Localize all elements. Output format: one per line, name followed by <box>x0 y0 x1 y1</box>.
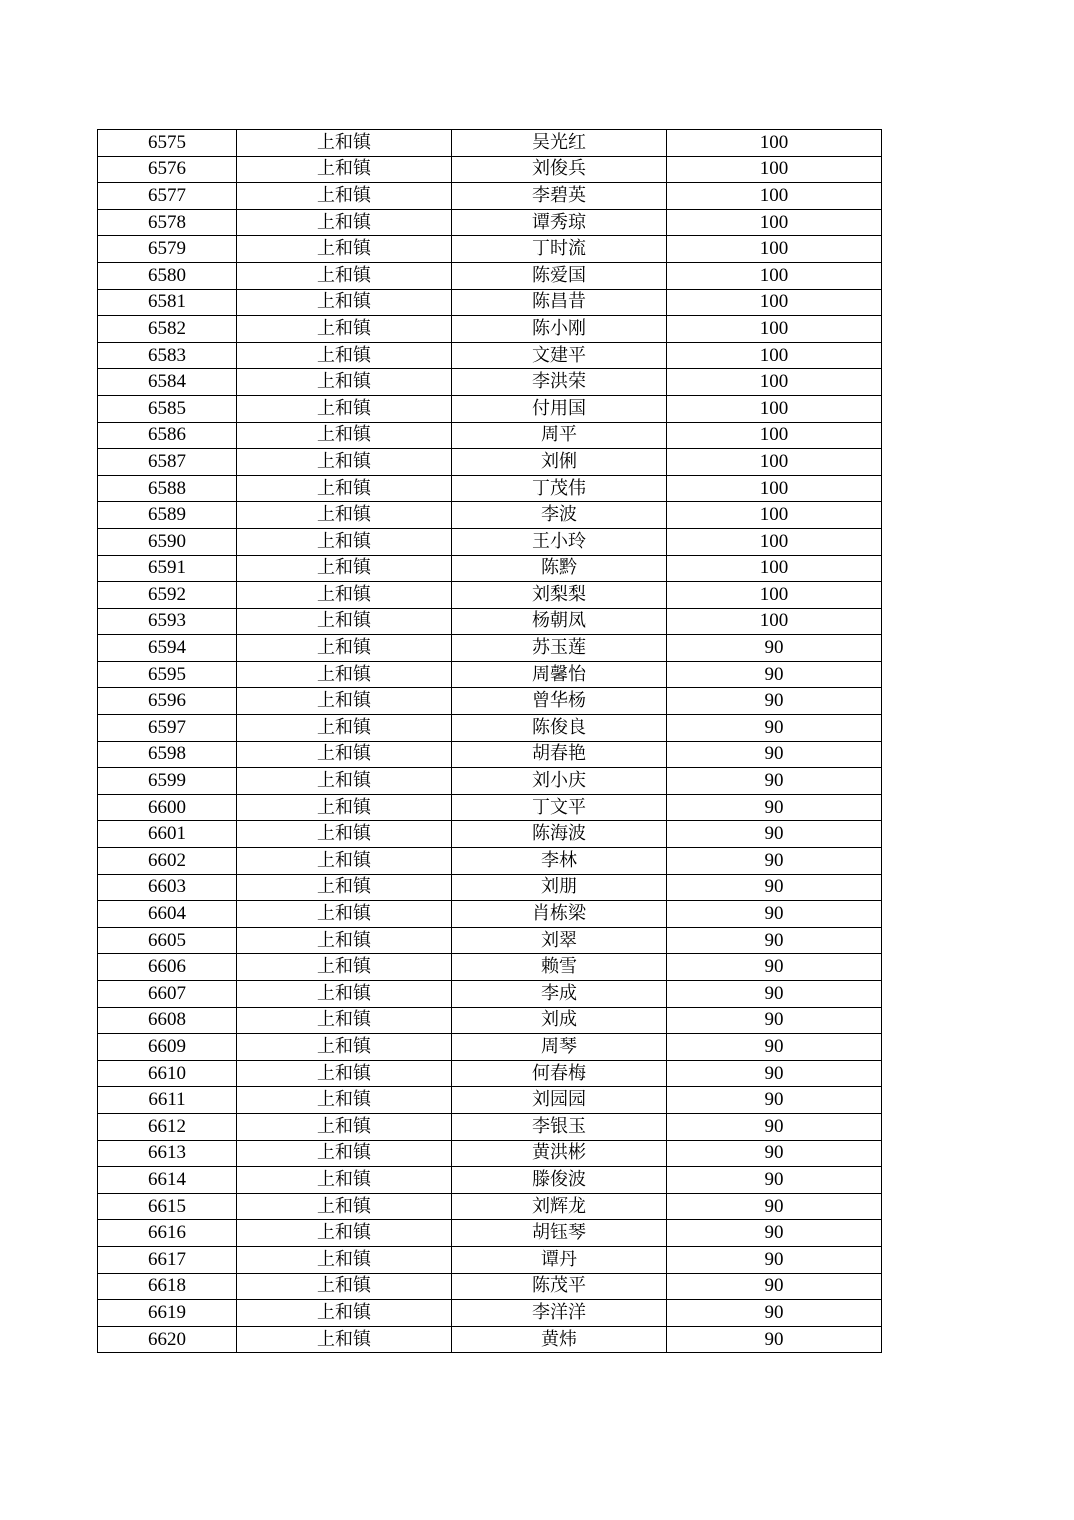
town-cell: 上和镇 <box>237 183 452 210</box>
amount-cell: 90 <box>667 981 882 1008</box>
table-row <box>98 1007 882 1034</box>
amount-cell: 100 <box>667 369 882 396</box>
amount-cell: 100 <box>667 156 882 183</box>
table-row <box>98 528 882 555</box>
table-row <box>98 209 882 236</box>
town-cell: 上和镇 <box>237 582 452 609</box>
roster-table-body <box>98 130 882 1353</box>
table-row <box>98 927 882 954</box>
person-name-cell: 李洋洋 <box>452 1300 667 1327</box>
amount-cell: 100 <box>667 422 882 449</box>
town-cell: 上和镇 <box>237 156 452 183</box>
amount-cell: 100 <box>667 475 882 502</box>
amount-cell: 100 <box>667 130 882 157</box>
amount-cell: 90 <box>667 1326 882 1353</box>
table-row <box>98 183 882 210</box>
person-name-cell: 付用国 <box>452 395 667 422</box>
town-cell: 上和镇 <box>237 1087 452 1114</box>
serial-number-cell: 6602 <box>98 848 237 875</box>
town-cell: 上和镇 <box>237 1113 452 1140</box>
person-name-cell: 刘园园 <box>452 1087 667 1114</box>
town-cell: 上和镇 <box>237 1060 452 1087</box>
serial-number-cell: 6586 <box>98 422 237 449</box>
person-name-cell: 刘梨梨 <box>452 582 667 609</box>
person-name-cell: 周平 <box>452 422 667 449</box>
amount-cell: 90 <box>667 635 882 662</box>
table-row <box>98 395 882 422</box>
serial-number-cell: 6585 <box>98 395 237 422</box>
amount-cell: 100 <box>667 582 882 609</box>
amount-cell: 100 <box>667 555 882 582</box>
amount-cell: 90 <box>667 1220 882 1247</box>
amount-cell: 90 <box>667 794 882 821</box>
serial-number-cell: 6582 <box>98 316 237 343</box>
person-name-cell: 胡春艳 <box>452 741 667 768</box>
table-row <box>98 688 882 715</box>
serial-number-cell: 6617 <box>98 1246 237 1273</box>
town-cell: 上和镇 <box>237 874 452 901</box>
serial-number-cell: 6599 <box>98 768 237 795</box>
serial-number-cell: 6615 <box>98 1193 237 1220</box>
serial-number-cell: 6608 <box>98 1007 237 1034</box>
person-name-cell: 周馨怡 <box>452 661 667 688</box>
amount-cell: 90 <box>667 768 882 795</box>
serial-number-cell: 6577 <box>98 183 237 210</box>
person-name-cell: 刘朋 <box>452 874 667 901</box>
amount-cell: 90 <box>667 901 882 928</box>
serial-number-cell: 6605 <box>98 927 237 954</box>
town-cell: 上和镇 <box>237 555 452 582</box>
table-row <box>98 262 882 289</box>
amount-cell: 90 <box>667 1087 882 1114</box>
person-name-cell: 曾华杨 <box>452 688 667 715</box>
serial-number-cell: 6588 <box>98 475 237 502</box>
amount-cell: 90 <box>667 848 882 875</box>
table-row <box>98 316 882 343</box>
serial-number-cell: 6598 <box>98 741 237 768</box>
serial-number-cell: 6606 <box>98 954 237 981</box>
table-row <box>98 1246 882 1273</box>
town-cell: 上和镇 <box>237 821 452 848</box>
table-row <box>98 874 882 901</box>
town-cell: 上和镇 <box>237 768 452 795</box>
person-name-cell: 刘翠 <box>452 927 667 954</box>
table-row <box>98 848 882 875</box>
serial-number-cell: 6583 <box>98 342 237 369</box>
serial-number-cell: 6587 <box>98 449 237 476</box>
town-cell: 上和镇 <box>237 1220 452 1247</box>
serial-number-cell: 6609 <box>98 1034 237 1061</box>
town-cell: 上和镇 <box>237 1193 452 1220</box>
table-row <box>98 821 882 848</box>
town-cell: 上和镇 <box>237 1140 452 1167</box>
serial-number-cell: 6589 <box>98 502 237 529</box>
town-cell: 上和镇 <box>237 794 452 821</box>
town-cell: 上和镇 <box>237 1007 452 1034</box>
serial-number-cell: 6579 <box>98 236 237 263</box>
amount-cell: 90 <box>667 954 882 981</box>
serial-number-cell: 6593 <box>98 608 237 635</box>
serial-number-cell: 6584 <box>98 369 237 396</box>
town-cell: 上和镇 <box>237 901 452 928</box>
table-row <box>98 475 882 502</box>
person-name-cell: 刘俊兵 <box>452 156 667 183</box>
person-name-cell: 李银玉 <box>452 1113 667 1140</box>
table-row <box>98 342 882 369</box>
table-row <box>98 582 882 609</box>
amount-cell: 100 <box>667 342 882 369</box>
serial-number-cell: 6616 <box>98 1220 237 1247</box>
person-name-cell: 谭丹 <box>452 1246 667 1273</box>
serial-number-cell: 6603 <box>98 874 237 901</box>
town-cell: 上和镇 <box>237 1034 452 1061</box>
amount-cell: 100 <box>667 236 882 263</box>
serial-number-cell: 6594 <box>98 635 237 662</box>
town-cell: 上和镇 <box>237 369 452 396</box>
town-cell: 上和镇 <box>237 449 452 476</box>
town-cell: 上和镇 <box>237 422 452 449</box>
amount-cell: 90 <box>667 1113 882 1140</box>
serial-number-cell: 6596 <box>98 688 237 715</box>
amount-cell: 100 <box>667 209 882 236</box>
table-row <box>98 661 882 688</box>
amount-cell: 90 <box>667 741 882 768</box>
person-name-cell: 李洪荣 <box>452 369 667 396</box>
amount-cell: 90 <box>667 927 882 954</box>
table-row <box>98 289 882 316</box>
amount-cell: 100 <box>667 502 882 529</box>
amount-cell: 90 <box>667 1167 882 1194</box>
serial-number-cell: 6614 <box>98 1167 237 1194</box>
serial-number-cell: 6620 <box>98 1326 237 1353</box>
table-row <box>98 1167 882 1194</box>
person-name-cell: 陈昌昔 <box>452 289 667 316</box>
person-name-cell: 胡钰琴 <box>452 1220 667 1247</box>
table-row <box>98 741 882 768</box>
amount-cell: 100 <box>667 183 882 210</box>
table-row <box>98 1300 882 1327</box>
table-row <box>98 369 882 396</box>
serial-number-cell: 6604 <box>98 901 237 928</box>
amount-cell: 90 <box>667 1300 882 1327</box>
town-cell: 上和镇 <box>237 209 452 236</box>
person-name-cell: 杨朝凤 <box>452 608 667 635</box>
person-name-cell: 丁茂伟 <box>452 475 667 502</box>
amount-cell: 100 <box>667 608 882 635</box>
town-cell: 上和镇 <box>237 1246 452 1273</box>
person-name-cell: 刘成 <box>452 1007 667 1034</box>
person-name-cell: 文建平 <box>452 342 667 369</box>
table-row <box>98 794 882 821</box>
table-row <box>98 555 882 582</box>
serial-number-cell: 6618 <box>98 1273 237 1300</box>
person-name-cell: 谭秀琼 <box>452 209 667 236</box>
town-cell: 上和镇 <box>237 395 452 422</box>
person-name-cell: 滕俊波 <box>452 1167 667 1194</box>
serial-number-cell: 6610 <box>98 1060 237 1087</box>
serial-number-cell: 6591 <box>98 555 237 582</box>
person-name-cell: 肖栋梁 <box>452 901 667 928</box>
town-cell: 上和镇 <box>237 608 452 635</box>
amount-cell: 90 <box>667 715 882 742</box>
person-name-cell: 李波 <box>452 502 667 529</box>
serial-number-cell: 6581 <box>98 289 237 316</box>
table-row <box>98 1034 882 1061</box>
amount-cell: 100 <box>667 528 882 555</box>
serial-number-cell: 6592 <box>98 582 237 609</box>
amount-cell: 90 <box>667 821 882 848</box>
town-cell: 上和镇 <box>237 289 452 316</box>
amount-cell: 90 <box>667 1007 882 1034</box>
town-cell: 上和镇 <box>237 262 452 289</box>
serial-number-cell: 6595 <box>98 661 237 688</box>
amount-cell: 90 <box>667 1034 882 1061</box>
table-row <box>98 1220 882 1247</box>
table-row <box>98 1087 882 1114</box>
serial-number-cell: 6607 <box>98 981 237 1008</box>
person-name-cell: 赖雪 <box>452 954 667 981</box>
person-name-cell: 王小玲 <box>452 528 667 555</box>
amount-cell: 90 <box>667 874 882 901</box>
serial-number-cell: 6597 <box>98 715 237 742</box>
amount-cell: 100 <box>667 262 882 289</box>
town-cell: 上和镇 <box>237 342 452 369</box>
serial-number-cell: 6576 <box>98 156 237 183</box>
table-row <box>98 954 882 981</box>
person-name-cell: 陈爱国 <box>452 262 667 289</box>
person-name-cell: 陈茂平 <box>452 1273 667 1300</box>
amount-cell: 100 <box>667 316 882 343</box>
person-name-cell: 刘俐 <box>452 449 667 476</box>
town-cell: 上和镇 <box>237 1300 452 1327</box>
town-cell: 上和镇 <box>237 316 452 343</box>
person-name-cell: 陈小刚 <box>452 316 667 343</box>
table-row <box>98 1140 882 1167</box>
person-name-cell: 苏玉莲 <box>452 635 667 662</box>
person-name-cell: 刘小庆 <box>452 768 667 795</box>
serial-number-cell: 6590 <box>98 528 237 555</box>
town-cell: 上和镇 <box>237 1167 452 1194</box>
person-name-cell: 李林 <box>452 848 667 875</box>
person-name-cell: 李成 <box>452 981 667 1008</box>
table-row <box>98 1060 882 1087</box>
person-name-cell: 何春梅 <box>452 1060 667 1087</box>
serial-number-cell: 6613 <box>98 1140 237 1167</box>
roster-table <box>97 129 882 1353</box>
town-cell: 上和镇 <box>237 661 452 688</box>
serial-number-cell: 6611 <box>98 1087 237 1114</box>
amount-cell: 90 <box>667 1060 882 1087</box>
table-row <box>98 635 882 662</box>
table-row <box>98 1193 882 1220</box>
town-cell: 上和镇 <box>237 236 452 263</box>
town-cell: 上和镇 <box>237 688 452 715</box>
table-row <box>98 502 882 529</box>
town-cell: 上和镇 <box>237 130 452 157</box>
amount-cell: 90 <box>667 1246 882 1273</box>
person-name-cell: 丁文平 <box>452 794 667 821</box>
serial-number-cell: 6601 <box>98 821 237 848</box>
amount-cell: 90 <box>667 661 882 688</box>
person-name-cell: 黄炜 <box>452 1326 667 1353</box>
town-cell: 上和镇 <box>237 848 452 875</box>
table-row <box>98 130 882 157</box>
town-cell: 上和镇 <box>237 715 452 742</box>
serial-number-cell: 6578 <box>98 209 237 236</box>
person-name-cell: 陈海波 <box>452 821 667 848</box>
table-row <box>98 236 882 263</box>
town-cell: 上和镇 <box>237 635 452 662</box>
town-cell: 上和镇 <box>237 528 452 555</box>
amount-cell: 90 <box>667 1193 882 1220</box>
serial-number-cell: 6580 <box>98 262 237 289</box>
table-row <box>98 449 882 476</box>
town-cell: 上和镇 <box>237 927 452 954</box>
town-cell: 上和镇 <box>237 475 452 502</box>
town-cell: 上和镇 <box>237 1326 452 1353</box>
table-row <box>98 768 882 795</box>
person-name-cell: 吴光红 <box>452 130 667 157</box>
amount-cell: 100 <box>667 395 882 422</box>
table-row <box>98 422 882 449</box>
serial-number-cell: 6575 <box>98 130 237 157</box>
table-row <box>98 1273 882 1300</box>
table-row <box>98 981 882 1008</box>
town-cell: 上和镇 <box>237 981 452 1008</box>
amount-cell: 90 <box>667 1273 882 1300</box>
person-name-cell: 丁时流 <box>452 236 667 263</box>
table-row <box>98 1326 882 1353</box>
person-name-cell: 陈黔 <box>452 555 667 582</box>
table-row <box>98 715 882 742</box>
town-cell: 上和镇 <box>237 502 452 529</box>
serial-number-cell: 6612 <box>98 1113 237 1140</box>
amount-cell: 90 <box>667 1140 882 1167</box>
amount-cell: 90 <box>667 688 882 715</box>
person-name-cell: 陈俊良 <box>452 715 667 742</box>
person-name-cell: 刘辉龙 <box>452 1193 667 1220</box>
amount-cell: 100 <box>667 449 882 476</box>
amount-cell: 100 <box>667 289 882 316</box>
table-row <box>98 608 882 635</box>
serial-number-cell: 6600 <box>98 794 237 821</box>
town-cell: 上和镇 <box>237 954 452 981</box>
town-cell: 上和镇 <box>237 1273 452 1300</box>
table-row <box>98 901 882 928</box>
town-cell: 上和镇 <box>237 741 452 768</box>
serial-number-cell: 6619 <box>98 1300 237 1327</box>
table-row <box>98 156 882 183</box>
person-name-cell: 周琴 <box>452 1034 667 1061</box>
person-name-cell: 黄洪彬 <box>452 1140 667 1167</box>
table-row <box>98 1113 882 1140</box>
person-name-cell: 李碧英 <box>452 183 667 210</box>
